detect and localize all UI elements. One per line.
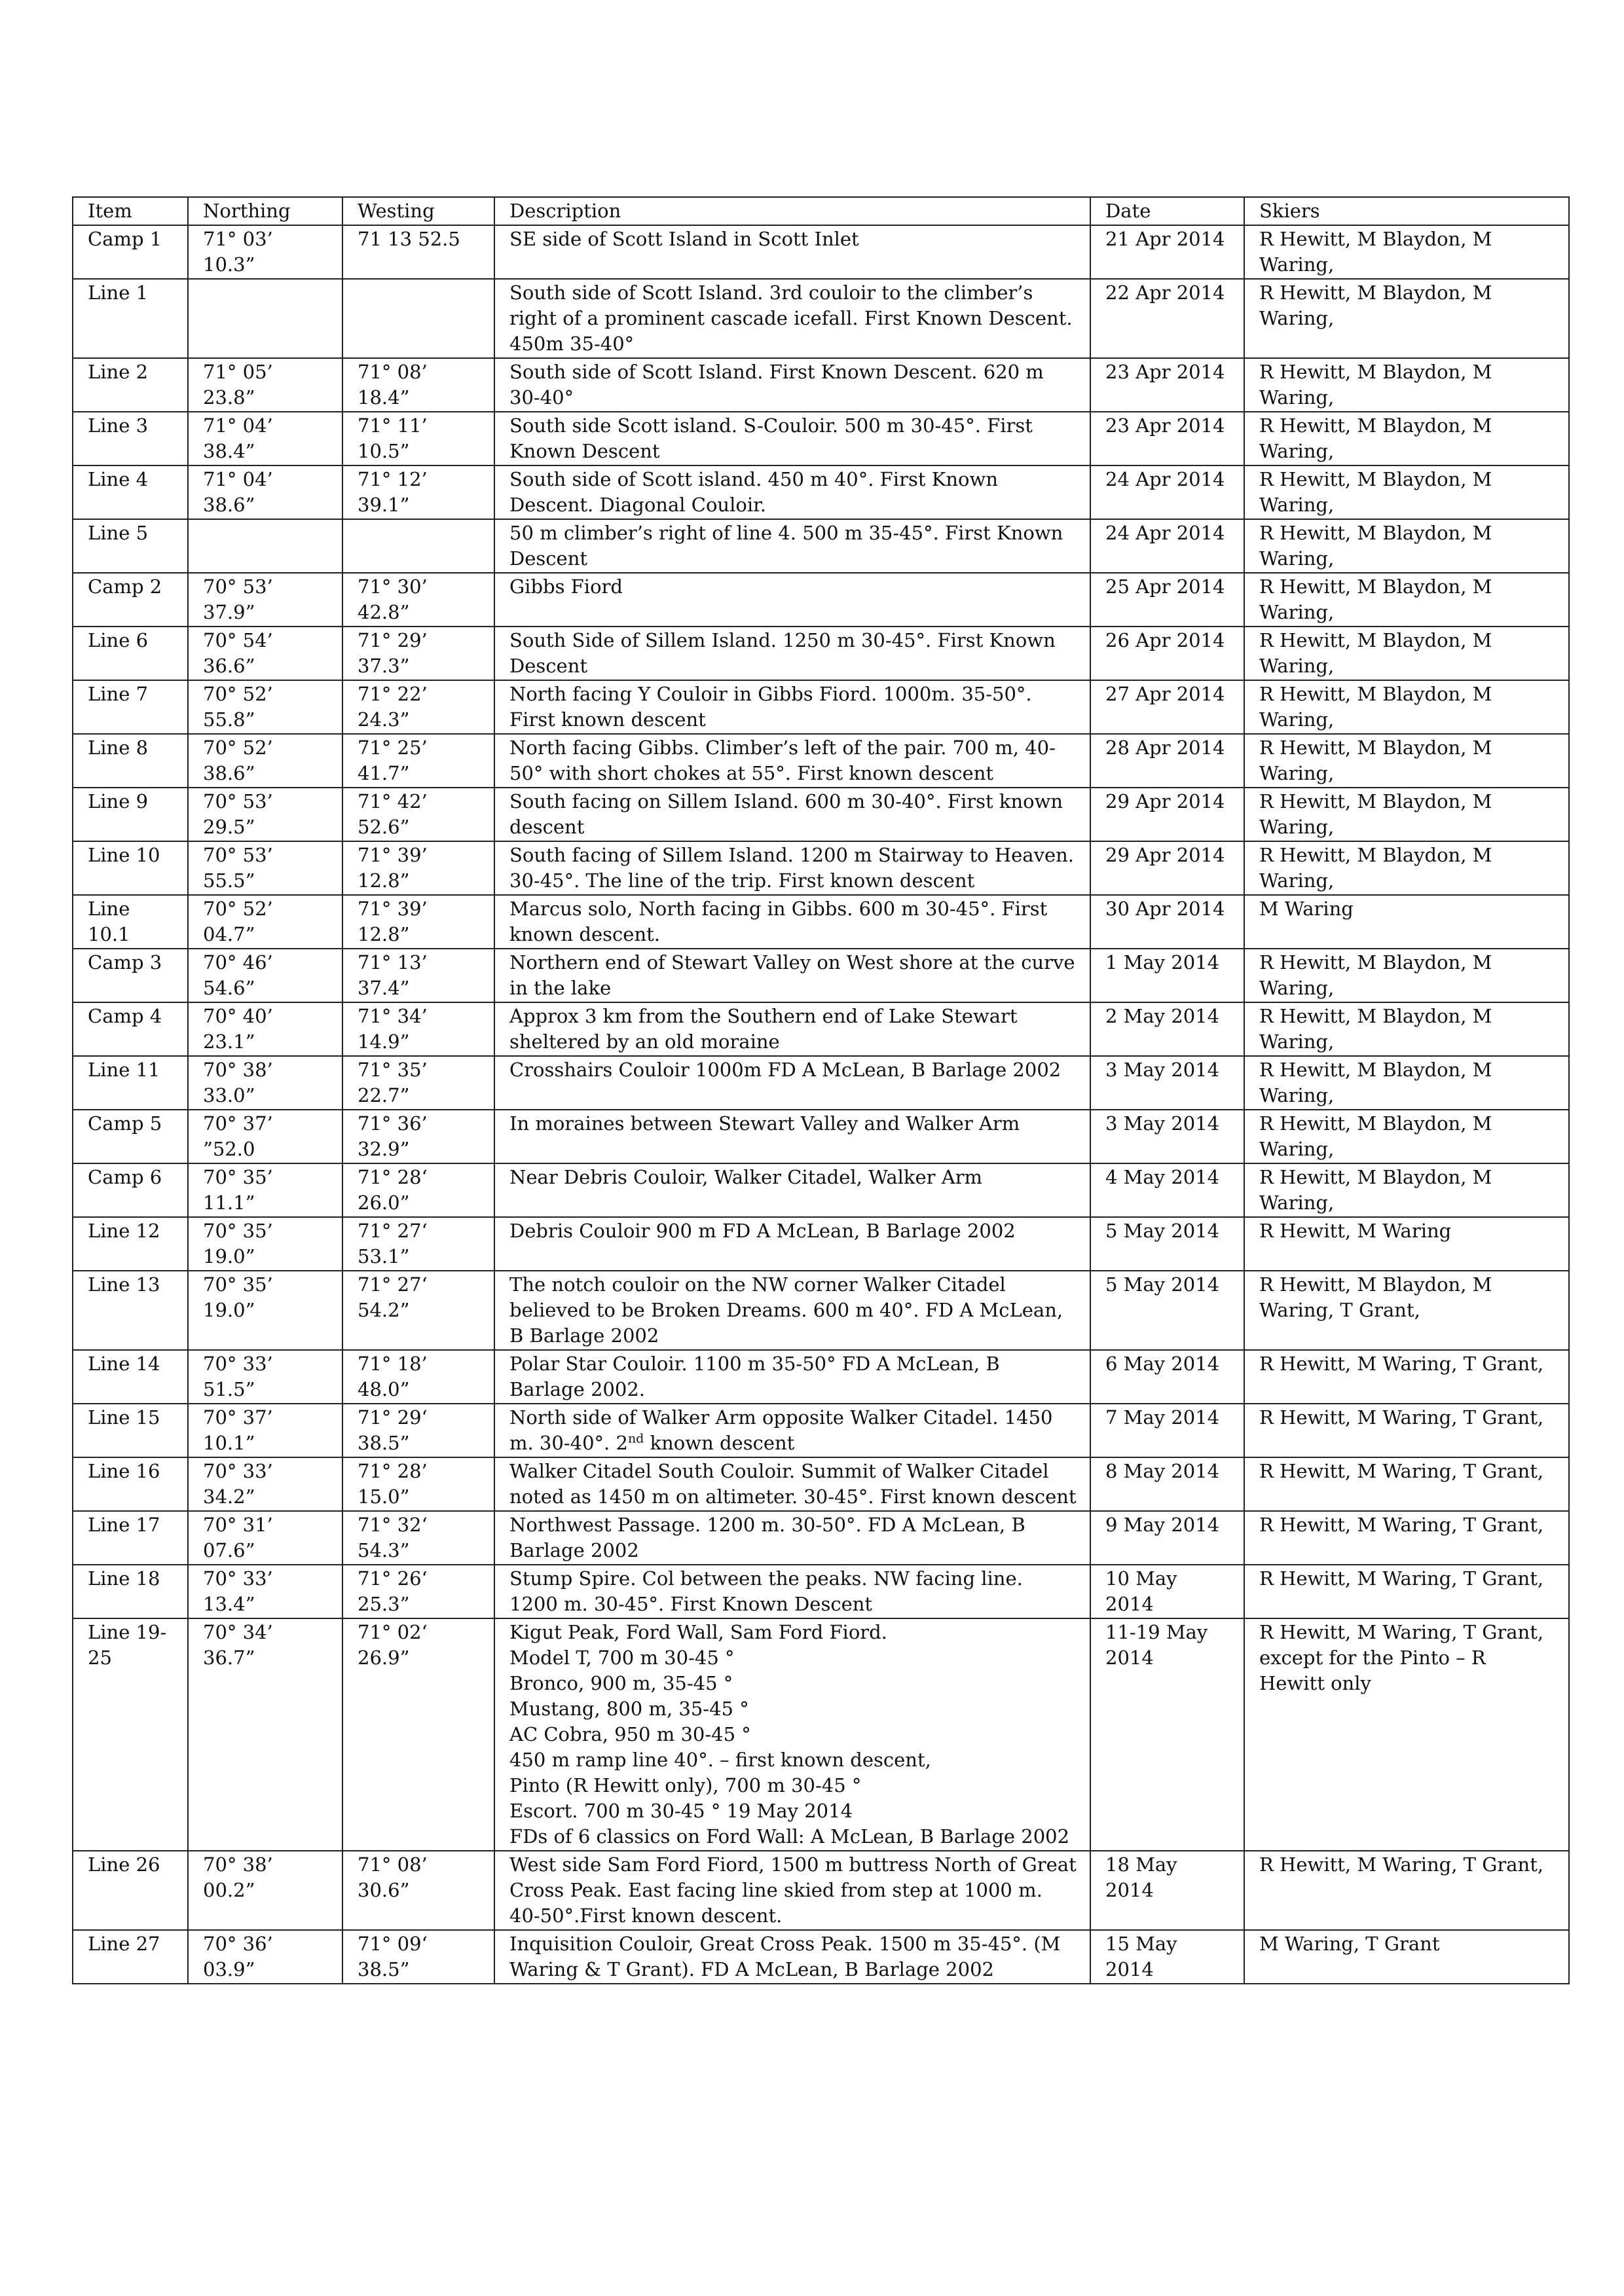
item-cell: Line 11 — [73, 1056, 188, 1110]
westing-cell: 71° 39’ 12.8” — [342, 895, 494, 949]
description-cell: South facing of Sillem Island. 1200 m Stairway to Heaven. 30-45°. The line of the trip. First known descent — [494, 841, 1090, 895]
description-cell: Gibbs Fiord — [494, 573, 1090, 627]
description-cell: Marcus solo, North facing in Gibbs. 600 m 30-45°. First known descent. — [494, 895, 1090, 949]
item-cell: Camp 1 — [73, 225, 188, 279]
item-cell: Camp 6 — [73, 1163, 188, 1217]
skiers-cell: R Hewitt, M Blaydon, M Waring, — [1244, 788, 1569, 841]
description-cell: South side of Scott Island. First Known Descent. 620 m 30-40° — [494, 358, 1090, 412]
item-cell: Line 26 — [73, 1851, 188, 1930]
date-cell: 24 Apr 2014 — [1090, 465, 1244, 519]
skiers-cell: R Hewitt, M Blaydon, M Waring, — [1244, 1002, 1569, 1056]
westing-cell: 71° 09‘ 38.5” — [342, 1930, 494, 1984]
description-cell: Approx 3 km from the Southern end of Lake Stewart sheltered by an old moraine — [494, 1002, 1090, 1056]
table-row — [73, 1110, 1569, 1163]
westing-cell: 71° 34’ 14.9” — [342, 1002, 494, 1056]
date-cell: 3 May 2014 — [1090, 1110, 1244, 1163]
northing-cell: 70° 35’ 19.0” — [188, 1271, 342, 1350]
table-row — [73, 1511, 1569, 1565]
item-cell: Line 17 — [73, 1511, 188, 1565]
westing-cell: 71° 25’ 41.7” — [342, 734, 494, 788]
skiers-cell: R Hewitt, M Blaydon, M Waring, — [1244, 225, 1569, 279]
skiers-cell: R Hewitt, M Waring — [1244, 1217, 1569, 1271]
northing-cell: 71° 04’ 38.4” — [188, 412, 342, 465]
description-line: AC Cobra, 950 m 30-45 ° — [509, 1723, 751, 1745]
northing-cell: 70° 31’ 07.6” — [188, 1511, 342, 1565]
column-header-westing: Westing — [342, 197, 494, 225]
description-cell: North facing Y Couloir in Gibbs Fiord. 1000m. 35-50°. First known descent — [494, 680, 1090, 734]
description-cell: Debris Couloir 900 m FD A McLean, B Barlage 2002 — [494, 1217, 1090, 1271]
description-cell: West side Sam Ford Fiord, 1500 m buttress North of Great Cross Peak. East facing line skied from step at 1000 m. 40-50°.First known descent. — [494, 1851, 1090, 1930]
northing-cell: 70° 36’ 03.9” — [188, 1930, 342, 1984]
date-cell: 6 May 2014 — [1090, 1350, 1244, 1404]
item-cell: Camp 2 — [73, 573, 188, 627]
skiers-cell: R Hewitt, M Blaydon, M Waring, — [1244, 279, 1569, 358]
item-cell: Line 18 — [73, 1565, 188, 1618]
skiers-cell: R Hewitt, M Blaydon, M Waring, — [1244, 573, 1569, 627]
table-row — [73, 519, 1569, 573]
table-row — [73, 627, 1569, 680]
northing-cell: 70° 54’ 36.6” — [188, 627, 342, 680]
northing-cell: 70° 38’ 33.0” — [188, 1056, 342, 1110]
date-cell: 1 May 2014 — [1090, 949, 1244, 1002]
northing-cell: 70° 35’ 11.1” — [188, 1163, 342, 1217]
westing-cell: 71° 27‘ 54.2” — [342, 1271, 494, 1350]
northing-cell: 70° 52’ 04.7” — [188, 895, 342, 949]
date-cell: 3 May 2014 — [1090, 1056, 1244, 1110]
skiers-cell: R Hewitt, M Blaydon, M Waring, — [1244, 1110, 1569, 1163]
description-line: Bronco, 900 m, 35-45 ° — [509, 1672, 733, 1694]
westing-cell: 71° 36’ 32.9” — [342, 1110, 494, 1163]
item-cell: Line 14 — [73, 1350, 188, 1404]
date-cell: 26 Apr 2014 — [1090, 627, 1244, 680]
description-cell: Inquisition Couloir, Great Cross Peak. 1500 m 35-45°. (M Waring & T Grant). FD A McLean, B Barlage 2002 — [494, 1930, 1090, 1984]
table-row — [73, 788, 1569, 841]
skiers-cell: R Hewitt, M Waring, T Grant, — [1244, 1511, 1569, 1565]
skiers-cell: R Hewitt, M Waring, T Grant, except for the Pinto – R Hewitt only — [1244, 1618, 1569, 1851]
description-cell: 50 m climber’s right of line 4. 500 m 35-45°. First Known Descent — [494, 519, 1090, 573]
column-header-item: Item — [73, 197, 188, 225]
northing-cell: 70° 38’ 00.2” — [188, 1851, 342, 1930]
northing-cell: 70° 52’ 55.8” — [188, 680, 342, 734]
westing-cell — [342, 279, 494, 358]
skiers-cell: R Hewitt, M Blaydon, M Waring, T Grant, — [1244, 1271, 1569, 1350]
skiers-cell: M Waring, T Grant — [1244, 1930, 1569, 1984]
item-cell: Line 4 — [73, 465, 188, 519]
northing-cell: 70° 34’ 36.7” — [188, 1618, 342, 1851]
skiers-cell: R Hewitt, M Blaydon, M Waring, — [1244, 1163, 1569, 1217]
item-cell: Line 9 — [73, 788, 188, 841]
column-header-skiers: Skiers — [1244, 197, 1569, 225]
westing-cell: 71 13 52.5 — [342, 225, 494, 279]
description-line: Kigut Peak, Ford Wall, Sam Ford Fiord. — [509, 1621, 887, 1643]
westing-cell: 71° 13’ 37.4” — [342, 949, 494, 1002]
date-cell: 23 Apr 2014 — [1090, 358, 1244, 412]
northing-cell: 70° 33’ 13.4” — [188, 1565, 342, 1618]
skiers-cell: R Hewitt, M Blaydon, M Waring, — [1244, 627, 1569, 680]
date-cell: 8 May 2014 — [1090, 1457, 1244, 1511]
northing-cell: 71° 04’ 38.6” — [188, 465, 342, 519]
item-cell: Camp 5 — [73, 1110, 188, 1163]
skiers-cell: R Hewitt, M Waring, T Grant, — [1244, 1404, 1569, 1457]
date-cell: 18 May 2014 — [1090, 1851, 1244, 1930]
northing-cell: 70° 37’ ”52.0 — [188, 1110, 342, 1163]
skiers-cell: R Hewitt, M Blaydon, M Waring, — [1244, 680, 1569, 734]
skiers-cell: R Hewitt, M Waring, T Grant, — [1244, 1565, 1569, 1618]
description-cell: South side of Scott island. 450 m 40°. First Known Descent. Diagonal Couloir. — [494, 465, 1090, 519]
description-cell: Crosshairs Couloir 1000m FD A McLean, B Barlage 2002 — [494, 1056, 1090, 1110]
description-line: Model T, 700 m 30-45 ° — [509, 1647, 735, 1669]
date-cell: 29 Apr 2014 — [1090, 841, 1244, 895]
date-cell: 2 May 2014 — [1090, 1002, 1244, 1056]
item-cell: Line 1 — [73, 279, 188, 358]
date-cell: 21 Apr 2014 — [1090, 225, 1244, 279]
description-cell: South Side of Sillem Island. 1250 m 30-45°. First Known Descent — [494, 627, 1090, 680]
westing-cell: 71° 12’ 39.1” — [342, 465, 494, 519]
table-row — [73, 1930, 1569, 1984]
date-cell: 5 May 2014 — [1090, 1217, 1244, 1271]
description-cell: North facing Gibbs. Climber’s left of the pair. 700 m, 40-50° with short chokes at 55°. First known descent — [494, 734, 1090, 788]
table-row — [73, 1163, 1569, 1217]
table-row — [73, 1217, 1569, 1271]
date-cell: 7 May 2014 — [1090, 1404, 1244, 1457]
northing-cell: 70° 35’ 19.0” — [188, 1217, 342, 1271]
table-row — [73, 1457, 1569, 1511]
northing-cell: 70° 33’ 51.5” — [188, 1350, 342, 1404]
ski-descent-table — [72, 196, 1570, 1984]
date-cell: 28 Apr 2014 — [1090, 734, 1244, 788]
description-cell: Stump Spire. Col between the peaks. NW facing line. 1200 m. 30-45°. First Known Descent — [494, 1565, 1090, 1618]
item-cell: Camp 4 — [73, 1002, 188, 1056]
westing-cell: 71° 08’ 18.4” — [342, 358, 494, 412]
description-cell: Walker Citadel South Couloir. Summit of Walker Citadel noted as 1450 m on altimeter. 30-45°. First known descent — [494, 1457, 1090, 1511]
northing-cell: 71° 05’ 23.8” — [188, 358, 342, 412]
description-line: Pinto (R Hewitt only), 700 m 30-45 ° — [509, 1774, 862, 1796]
item-cell: Line 10 — [73, 841, 188, 895]
description-cell: South side of Scott Island. 3rd couloir to the climber’s right of a prominent cascade icefall. First Known Descent. 450m 35-40° — [494, 279, 1090, 358]
description-cell: Northern end of Stewart Valley on West shore at the curve in the lake — [494, 949, 1090, 1002]
table-row — [73, 1002, 1569, 1056]
westing-cell: 71° 29’ 37.3” — [342, 627, 494, 680]
date-cell: 5 May 2014 — [1090, 1271, 1244, 1350]
table-row — [73, 841, 1569, 895]
westing-cell: 71° 27‘ 53.1” — [342, 1217, 494, 1271]
description-cell: Northwest Passage. 1200 m. 30-50°. FD A McLean, B Barlage 2002 — [494, 1511, 1090, 1565]
table-row — [73, 1271, 1569, 1350]
description-cell: The notch couloir on the NW corner Walker Citadel believed to be Broken Dreams. 600 m 40°. FD A McLean, B Barlage 2002 — [494, 1271, 1090, 1350]
description-cell — [494, 1618, 1090, 1851]
westing-cell: 71° 28‘ 26.0” — [342, 1163, 494, 1217]
date-cell: 27 Apr 2014 — [1090, 680, 1244, 734]
item-cell: Line 15 — [73, 1404, 188, 1457]
table-body — [73, 225, 1569, 1984]
northing-cell: 70° 46’ 54.6” — [188, 949, 342, 1002]
skiers-cell: R Hewitt, M Blaydon, M Waring, — [1244, 734, 1569, 788]
date-cell: 11-19 May 2014 — [1090, 1618, 1244, 1851]
date-cell: 25 Apr 2014 — [1090, 573, 1244, 627]
item-cell: Line 7 — [73, 680, 188, 734]
description-line: FDs of 6 classics on Ford Wall: A McLean, B Barlage 2002 — [509, 1825, 1070, 1848]
description-cell: South facing on Sillem Island. 600 m 30-40°. First known descent — [494, 788, 1090, 841]
westing-cell: 71° 28’ 15.0” — [342, 1457, 494, 1511]
item-cell: Line 6 — [73, 627, 188, 680]
table-header-row — [73, 197, 1569, 225]
skiers-cell: R Hewitt, M Blaydon, M Waring, — [1244, 1056, 1569, 1110]
skiers-cell: R Hewitt, M Blaydon, M Waring, — [1244, 519, 1569, 573]
table-row — [73, 895, 1569, 949]
table-row — [73, 412, 1569, 465]
skiers-cell: R Hewitt, M Waring, T Grant, — [1244, 1350, 1569, 1404]
westing-cell: 71° 42’ 52.6” — [342, 788, 494, 841]
westing-cell: 71° 29‘ 38.5” — [342, 1404, 494, 1457]
item-cell: Camp 3 — [73, 949, 188, 1002]
northing-cell: 70° 33’ 34.2” — [188, 1457, 342, 1511]
table-row — [73, 1056, 1569, 1110]
northing-cell: 70° 37’ 10.1” — [188, 1404, 342, 1457]
northing-cell: 70° 53’ 55.5” — [188, 841, 342, 895]
skiers-cell: R Hewitt, M Blaydon, M Waring, — [1244, 949, 1569, 1002]
northing-cell — [188, 279, 342, 358]
date-cell: 4 May 2014 — [1090, 1163, 1244, 1217]
item-cell: Line 5 — [73, 519, 188, 573]
date-cell: 9 May 2014 — [1090, 1511, 1244, 1565]
table-row — [73, 225, 1569, 279]
westing-cell: 71° 39’ 12.8” — [342, 841, 494, 895]
description-cell: North side of Walker Arm opposite Walker Citadel. 1450 m. 30-40°. 2nd known descent — [494, 1404, 1090, 1457]
skiers-cell: R Hewitt, M Waring, T Grant, — [1244, 1457, 1569, 1511]
item-cell: Line 19-25 — [73, 1618, 188, 1851]
column-header-date: Date — [1090, 197, 1244, 225]
northing-cell: 70° 52’ 38.6” — [188, 734, 342, 788]
westing-cell: 71° 30’ 42.8” — [342, 573, 494, 627]
description-cell: SE side of Scott Island in Scott Inlet — [494, 225, 1090, 279]
date-cell: 29 Apr 2014 — [1090, 788, 1244, 841]
skiers-cell: R Hewitt, M Blaydon, M Waring, — [1244, 465, 1569, 519]
northing-cell: 70° 40’ 23.1” — [188, 1002, 342, 1056]
item-cell: Line 3 — [73, 412, 188, 465]
table-row — [73, 1618, 1569, 1851]
westing-cell: 71° 18’ 48.0” — [342, 1350, 494, 1404]
table-row — [73, 680, 1569, 734]
northing-cell: 70° 53’ 37.9” — [188, 573, 342, 627]
description-cell: In moraines between Stewart Valley and Walker Arm — [494, 1110, 1090, 1163]
table-row — [73, 358, 1569, 412]
description-cell: Polar Star Couloir. 1100 m 35-50° FD A McLean, B Barlage 2002. — [494, 1350, 1090, 1404]
westing-cell: 71° 32‘ 54.3” — [342, 1511, 494, 1565]
item-cell: Line 16 — [73, 1457, 188, 1511]
date-cell: 23 Apr 2014 — [1090, 412, 1244, 465]
item-cell: Line 8 — [73, 734, 188, 788]
skiers-cell: R Hewitt, M Blaydon, M Waring, — [1244, 358, 1569, 412]
northing-cell — [188, 519, 342, 573]
table-row — [73, 1404, 1569, 1457]
table-row — [73, 1565, 1569, 1618]
date-cell: 24 Apr 2014 — [1090, 519, 1244, 573]
westing-cell: 71° 35’ 22.7” — [342, 1056, 494, 1110]
westing-cell: 71° 02‘ 26.9” — [342, 1618, 494, 1851]
skiers-cell: R Hewitt, M Blaydon, M Waring, — [1244, 412, 1569, 465]
column-header-description: Description — [494, 197, 1090, 225]
table-row — [73, 465, 1569, 519]
date-cell: 10 May 2014 — [1090, 1565, 1244, 1618]
item-cell: Line 2 — [73, 358, 188, 412]
table-row — [73, 734, 1569, 788]
northing-cell: 70° 53’ 29.5” — [188, 788, 342, 841]
westing-cell: 71° 08’ 30.6” — [342, 1851, 494, 1930]
description-cell: South side Scott island. S-Couloir. 500 m 30-45°. First Known Descent — [494, 412, 1090, 465]
item-cell: Line 13 — [73, 1271, 188, 1350]
item-cell: Line 10.1 — [73, 895, 188, 949]
skiers-cell: M Waring — [1244, 895, 1569, 949]
westing-cell: 71° 26‘ 25.3” — [342, 1565, 494, 1618]
table-row — [73, 1851, 1569, 1930]
table-row — [73, 949, 1569, 1002]
description-line: 450 m ramp line 40°. – first known descent, — [509, 1749, 931, 1771]
northing-cell: 71° 03’ 10.3” — [188, 225, 342, 279]
item-cell: Line 12 — [73, 1217, 188, 1271]
date-cell: 15 May 2014 — [1090, 1930, 1244, 1984]
table-row — [73, 1350, 1569, 1404]
column-header-northing: Northing — [188, 197, 342, 225]
skiers-cell: R Hewitt, M Blaydon, M Waring, — [1244, 841, 1569, 895]
table-row — [73, 279, 1569, 358]
westing-cell: 71° 22’ 24.3” — [342, 680, 494, 734]
westing-cell: 71° 11’ 10.5” — [342, 412, 494, 465]
date-cell: 30 Apr 2014 — [1090, 895, 1244, 949]
description-cell: Near Debris Couloir, Walker Citadel, Walker Arm — [494, 1163, 1090, 1217]
date-cell: 22 Apr 2014 — [1090, 279, 1244, 358]
skiers-cell: R Hewitt, M Waring, T Grant, — [1244, 1851, 1569, 1930]
item-cell: Line 27 — [73, 1930, 188, 1984]
westing-cell — [342, 519, 494, 573]
table-row — [73, 573, 1569, 627]
description-line: Escort. 700 m 30-45 ° 19 May 2014 — [509, 1800, 853, 1822]
description-line: Mustang, 800 m, 35-45 ° — [509, 1698, 749, 1720]
